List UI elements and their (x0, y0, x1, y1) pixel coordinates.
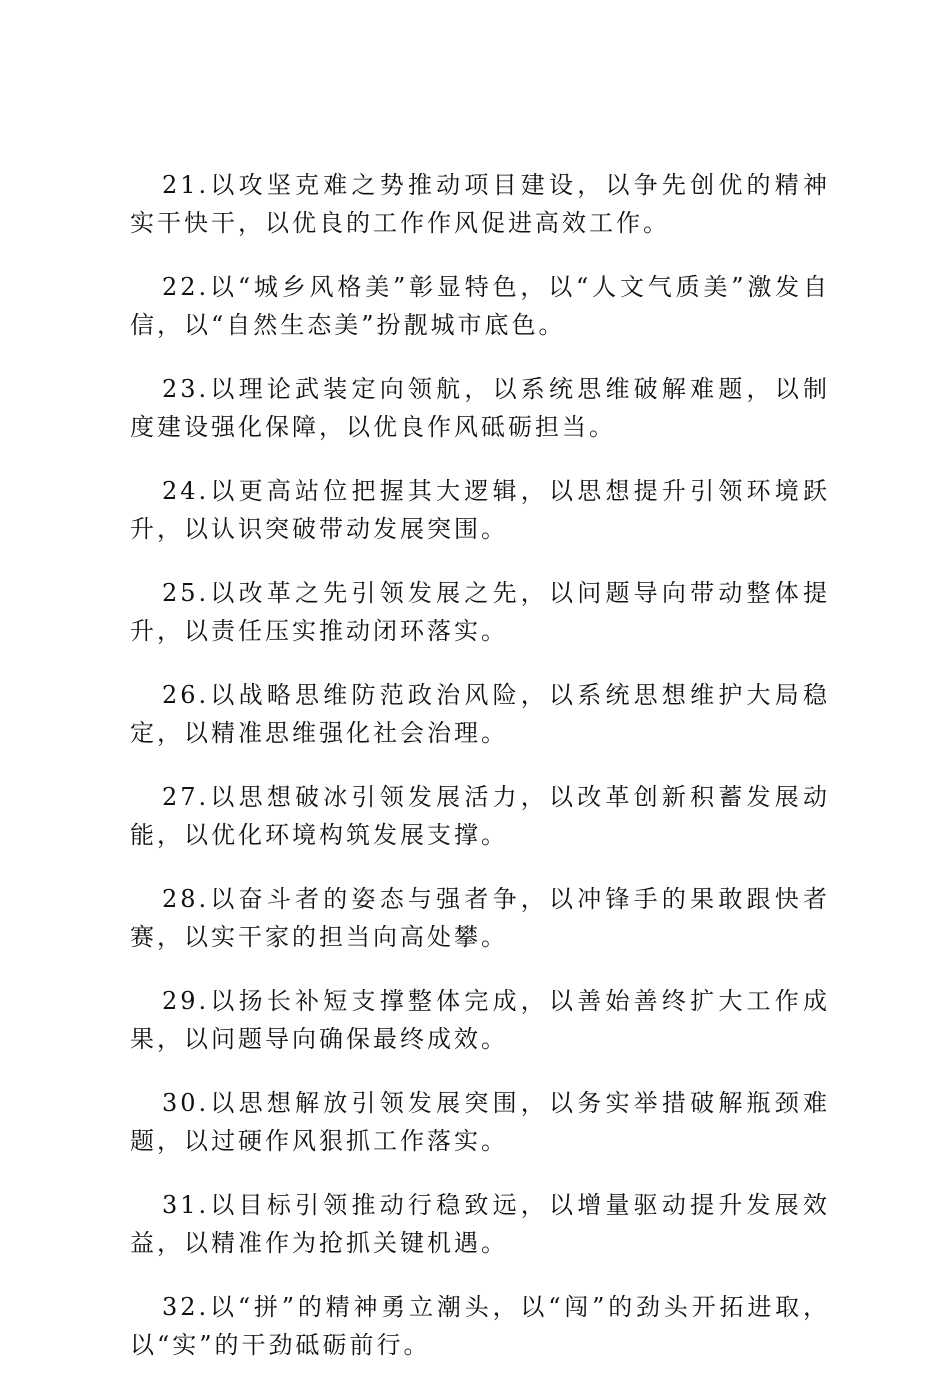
paragraph-22: 22.以“城乡风格美”彰显特色，以“人文气质美”激发自信，以“自然生态美”扮靓城市底色。 (130, 273, 830, 339)
paragraph-24: 24.以更高站位把握其大逻辑，以思想提升引领环境跃升，以认识突破带动发展突围。 (130, 477, 830, 543)
paragraph-25: 25.以改革之先引领发展之先，以问题导向带动整体提升，以责任压实推动闭环落实。 (130, 579, 830, 645)
paragraph-31: 31.以目标引领推动行稳致远，以增量驱动提升发展效益，以精准作为抢抓关键机遇。 (130, 1191, 830, 1257)
paragraph-29: 29.以扬长补短支撑整体完成，以善始善终扩大工作成果，以问题导向确保最终成效。 (130, 987, 830, 1053)
paragraph-32: 32.以“拼”的精神勇立潮头，以“闯”的劲头开拓进取，以“实”的干劲砥砺前行。 (130, 1293, 830, 1359)
paragraph-23: 23.以理论武装定向领航，以系统思维破解难题，以制度建设强化保障，以优良作风砥砺担当。 (130, 375, 830, 441)
paragraph-26: 26.以战略思维防范政治风险，以系统思想维护大局稳定，以精准思维强化社会治理。 (130, 681, 830, 747)
paragraph-27: 27.以思想破冰引领发展活力，以改革创新积蓄发展动能，以优化环境构筑发展支撑。 (130, 783, 830, 849)
paragraph-21: 21.以攻坚克难之势推动项目建设，以争先创优的精神实干快干，以优良的工作作风促进高效工作。 (130, 171, 830, 237)
paragraph-28: 28.以奋斗者的姿态与强者争，以冲锋手的果敢跟快者赛，以实干家的担当向高处攀。 (130, 885, 830, 951)
document-body (130, 166, 830, 1390)
paragraph-30: 30.以思想解放引领发展突围，以务实举措破解瓶颈难题，以过硬作风狠抓工作落实。 (130, 1089, 830, 1155)
